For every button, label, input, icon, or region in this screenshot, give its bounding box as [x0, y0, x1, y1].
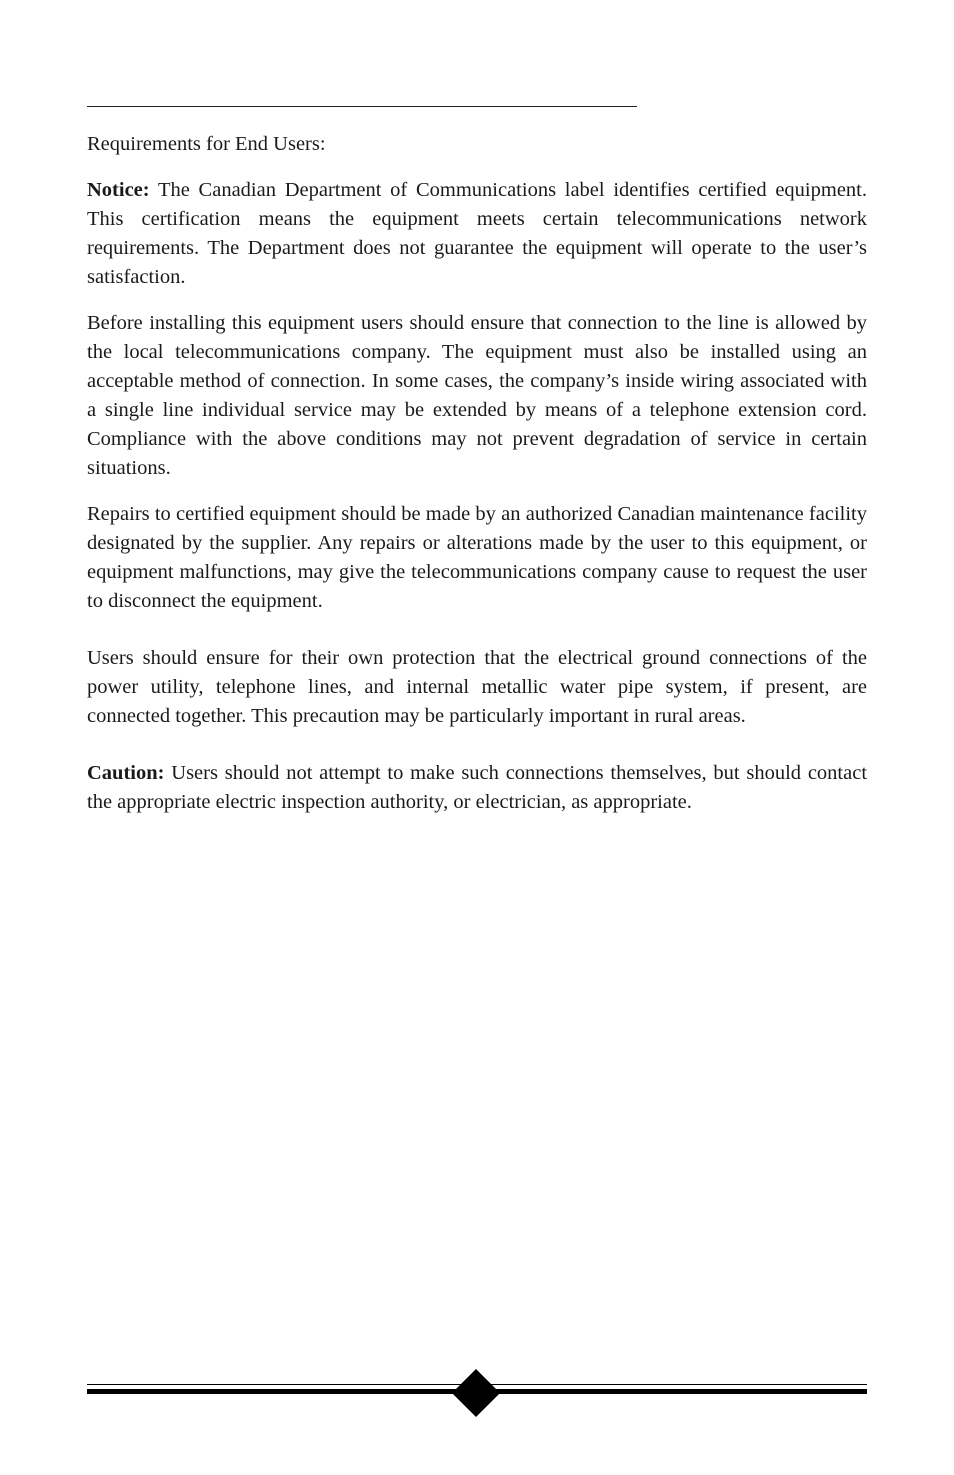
diamond-ornament-icon	[452, 1369, 500, 1417]
install-paragraph: Before installing this equipment users should ensure that connection to the line is allowed by the local telecommunications company. The equipment must also be installed using an acceptable method of connection. In some cases, the company’s inside wiring associated with a single line individual service may be extended by means of a telephone extension cord. Compliance with the above conditions may not prevent degradation of service in certain situations.	[87, 312, 867, 479]
notice-label: Notice:	[87, 179, 150, 201]
page-content	[87, 130, 867, 817]
ground-paragraph: Users should ensure for their own protection that the electrical ground connections of the power utility, telephone lines, and internal metallic water pipe system, if present, are connected together. This precaution may be particularly important in rural areas.	[87, 647, 867, 727]
notice-text: The Canadian Department of Communications label identifies certified equipment. This certification means the equipment meets certain telecommunications network requirements. The Department does not guarantee the equipment will operate to the user’s satisfaction.	[87, 179, 867, 288]
section-heading: Requirements for End Users:	[87, 133, 326, 155]
caution-paragraph	[87, 759, 867, 817]
caution-text: Users should not attempt to make such connections themselves, but should contact the appropriate electric inspection authority, or electrician, as appropriate.	[87, 762, 868, 813]
caution-label: Caution:	[87, 762, 165, 784]
top-rule	[87, 106, 637, 107]
notice-paragraph	[87, 176, 867, 292]
repairs-paragraph: Repairs to certified equipment should be made by an authorized Canadian maintenance facility designated by the supplier. Any repairs or alterations made by the user to this equipment, or equipment malfunctions, may give the telecommunications company cause to request the user to disconnect the equipment.	[87, 503, 867, 612]
